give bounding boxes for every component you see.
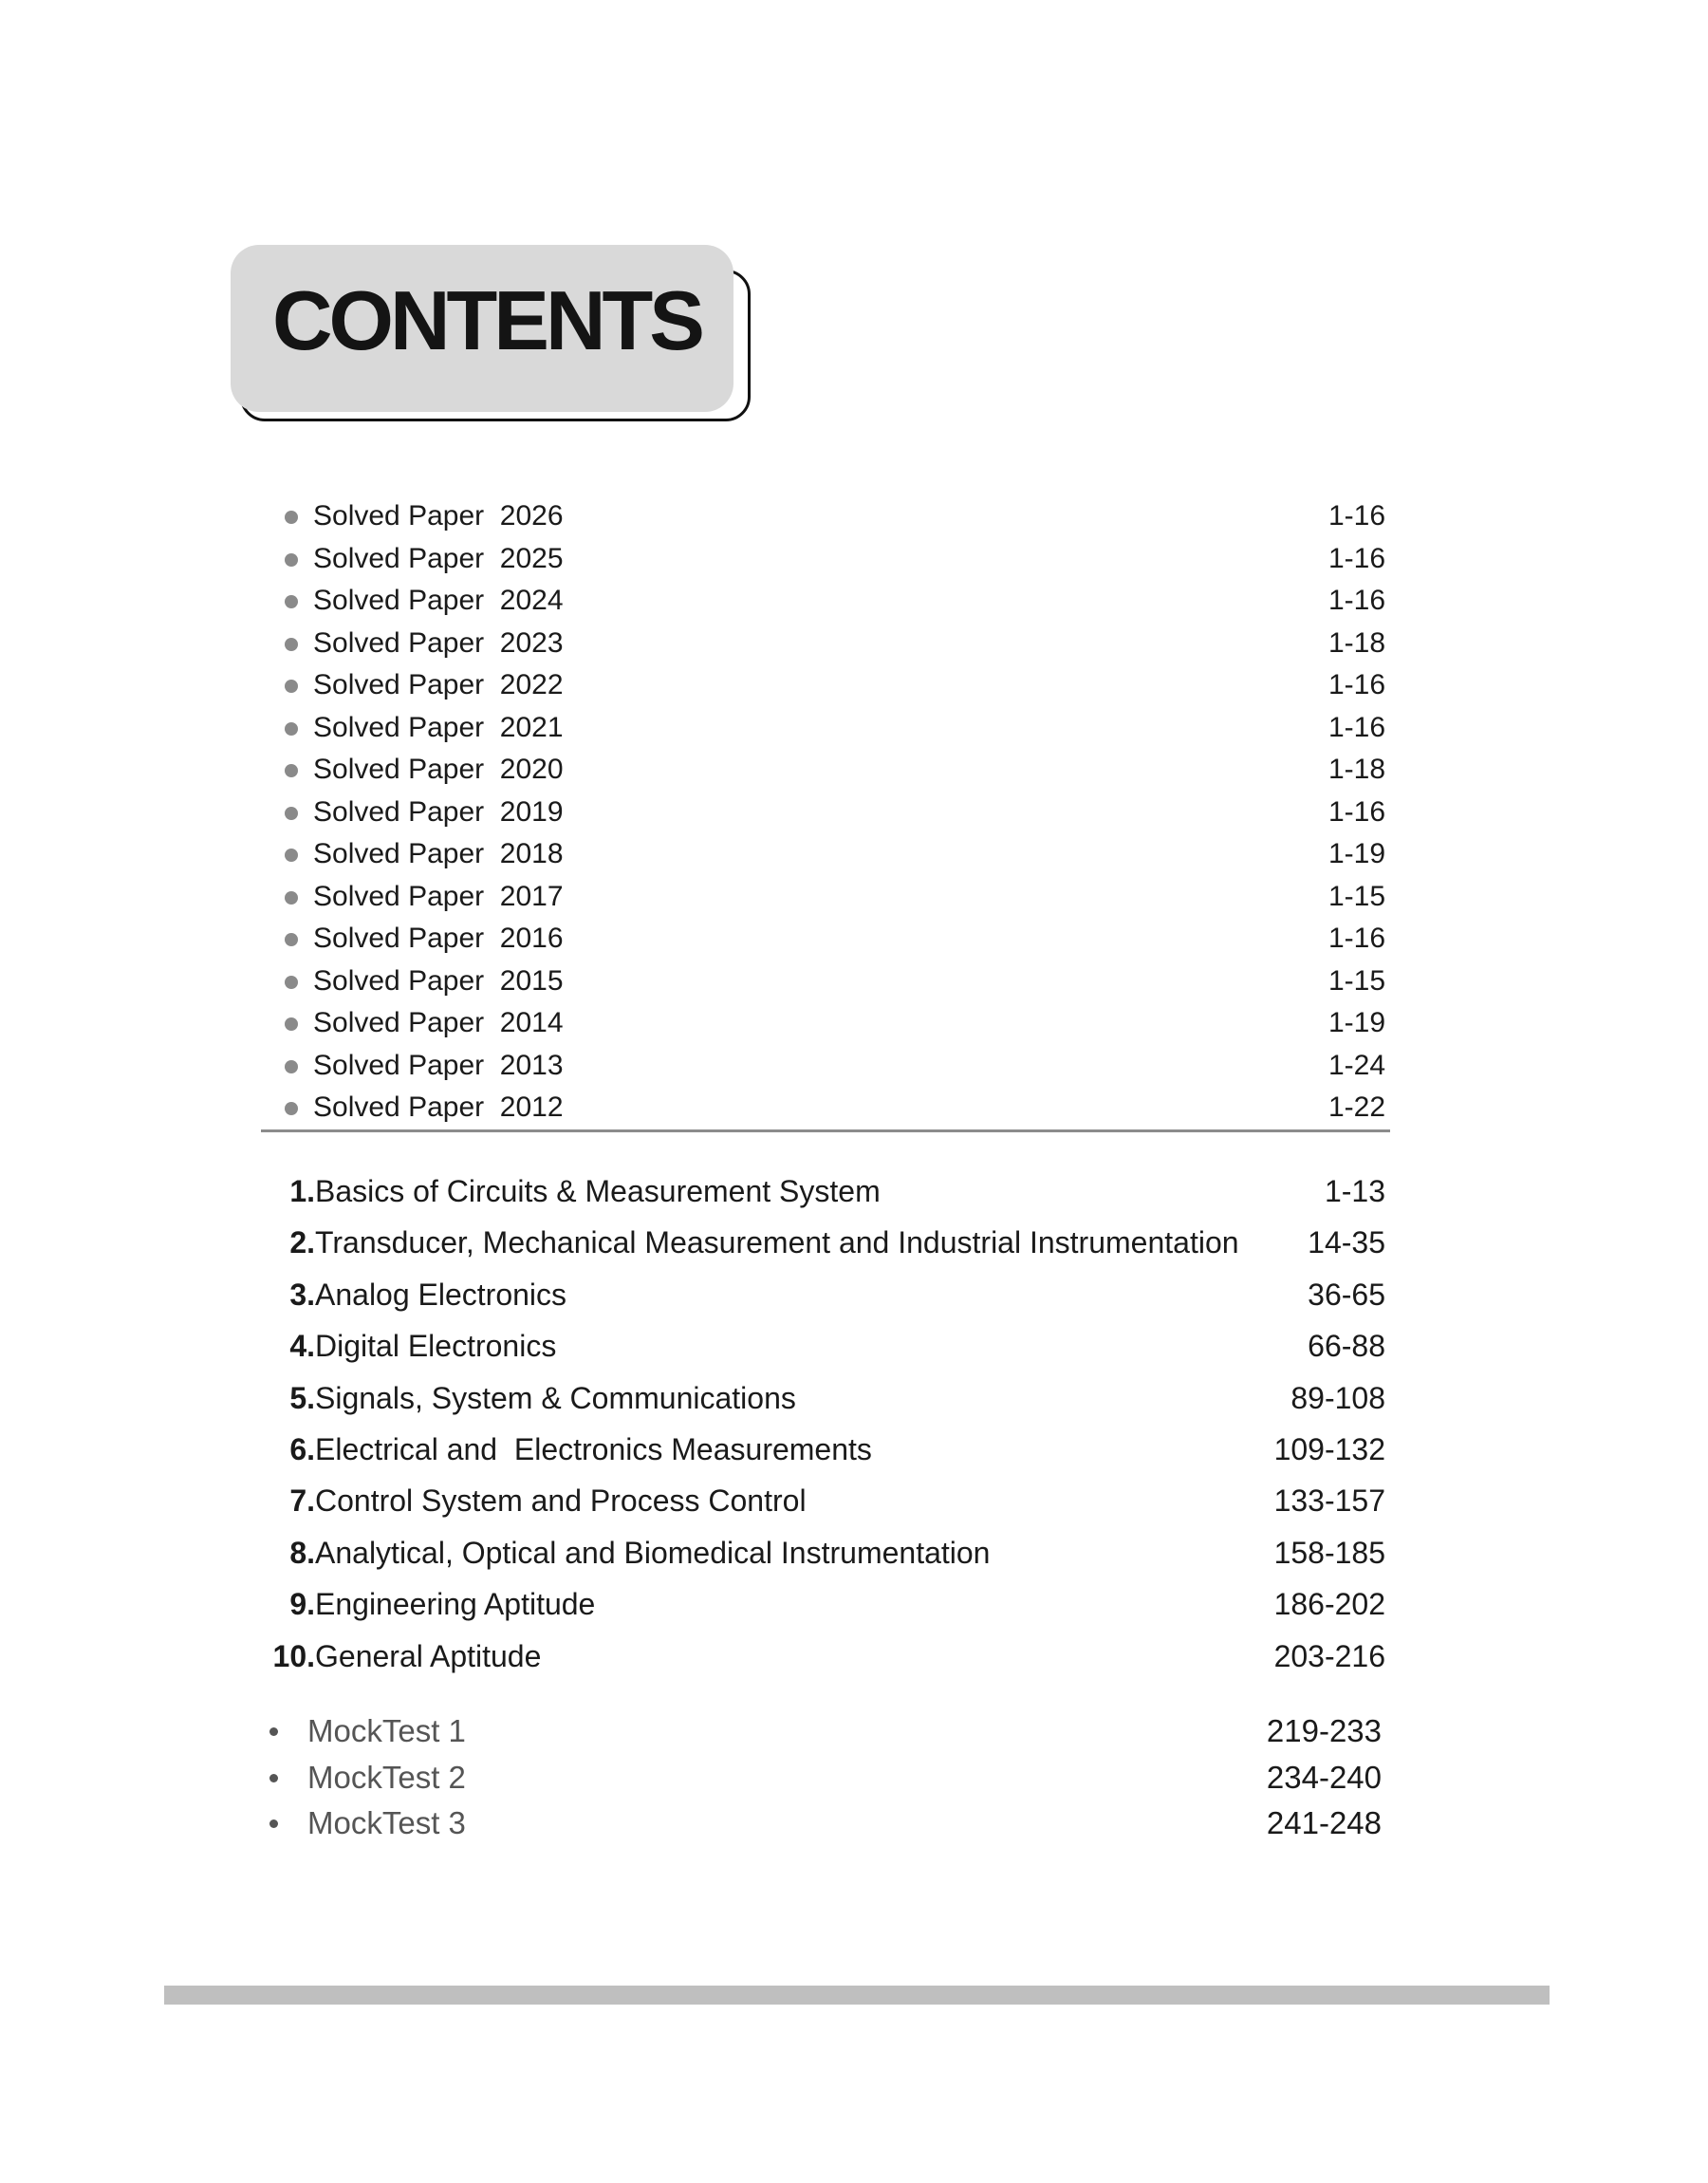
chapter-pages: 89-108 bbox=[1290, 1380, 1385, 1415]
solved-paper-pages: 1-16 bbox=[1327, 923, 1385, 954]
mock-test-title: MockTest 3 bbox=[307, 1805, 466, 1840]
solved-paper-item[interactable] bbox=[285, 833, 1385, 876]
bullet-icon bbox=[285, 933, 298, 946]
solved-paper-item[interactable] bbox=[285, 1002, 1385, 1045]
chapter-number: 6. bbox=[289, 1431, 315, 1466]
bullet-icon bbox=[285, 891, 298, 905]
solved-paper-item[interactable] bbox=[285, 792, 1385, 834]
solved-paper-pages: 1-24 bbox=[1327, 1049, 1385, 1081]
chapter-title: Analytical, Optical and Biomedical Instrumentation bbox=[315, 1535, 991, 1570]
solved-paper-pages: 1-15 bbox=[1327, 880, 1385, 912]
mock-test-item[interactable] bbox=[269, 1755, 1382, 1801]
bullet-icon bbox=[285, 1017, 298, 1031]
section-divider bbox=[261, 1129, 1390, 1132]
chapter-item[interactable] bbox=[266, 1372, 1385, 1424]
solved-paper-title: Solved Paper 2020 bbox=[313, 754, 564, 785]
bullet-icon bbox=[285, 511, 298, 524]
solved-paper-item[interactable] bbox=[285, 876, 1385, 919]
solved-paper-title: Solved Paper 2014 bbox=[313, 1007, 564, 1038]
solved-paper-pages: 1-16 bbox=[1327, 669, 1385, 700]
chapter-item[interactable] bbox=[266, 1631, 1385, 1682]
mock-test-pages: 219-233 bbox=[1266, 1713, 1382, 1748]
chapter-number: 5. bbox=[289, 1380, 315, 1415]
solved-paper-title: Solved Paper 2024 bbox=[313, 585, 564, 616]
chapter-number: 9. bbox=[289, 1587, 315, 1622]
chapter-item[interactable] bbox=[266, 1320, 1385, 1371]
mock-test-pages: 234-240 bbox=[1266, 1759, 1382, 1795]
chapter-pages: 158-185 bbox=[1273, 1535, 1385, 1570]
chapter-item[interactable] bbox=[266, 1527, 1385, 1578]
chapter-title: Engineering Aptitude bbox=[315, 1587, 596, 1622]
chapter-number: 2. bbox=[289, 1225, 315, 1260]
solved-paper-item[interactable] bbox=[285, 538, 1385, 581]
chapter-number: 8. bbox=[289, 1535, 315, 1570]
solved-paper-pages: 1-16 bbox=[1327, 585, 1385, 616]
chapter-number: 4. bbox=[289, 1329, 315, 1364]
solved-paper-item[interactable] bbox=[285, 1045, 1385, 1088]
mock-test-list bbox=[269, 1708, 1382, 1847]
solved-paper-pages: 1-22 bbox=[1327, 1092, 1385, 1123]
bullet-icon bbox=[269, 1819, 278, 1828]
chapter-list bbox=[266, 1166, 1385, 1682]
bullet-icon bbox=[269, 1727, 278, 1736]
chapter-title: Electrical and Electronics Measurements bbox=[315, 1431, 872, 1466]
solved-paper-item[interactable] bbox=[285, 749, 1385, 792]
chapter-item[interactable] bbox=[266, 1269, 1385, 1320]
chapter-title: Transducer, Mechanical Measurement and Industrial Instrumentation bbox=[315, 1225, 1239, 1260]
chapter-title: Digital Electronics bbox=[315, 1329, 557, 1364]
chapter-pages: 14-35 bbox=[1308, 1225, 1385, 1260]
chapter-number: 1. bbox=[289, 1174, 315, 1208]
solved-paper-list bbox=[285, 495, 1385, 1129]
solved-paper-pages: 1-16 bbox=[1327, 500, 1385, 532]
bullet-icon bbox=[285, 849, 298, 862]
chapter-title: Control System and Process Control bbox=[315, 1483, 807, 1519]
solved-paper-title: Solved Paper 2015 bbox=[313, 964, 564, 997]
solved-paper-pages: 1-15 bbox=[1327, 964, 1385, 997]
chapter-pages: 186-202 bbox=[1273, 1587, 1385, 1622]
solved-paper-title: Solved Paper 2012 bbox=[313, 1092, 564, 1123]
solved-paper-title: Solved Paper 2016 bbox=[313, 923, 564, 954]
chapter-pages: 203-216 bbox=[1273, 1638, 1385, 1673]
page-title: CONTENTS bbox=[272, 273, 701, 367]
chapter-pages: 109-132 bbox=[1273, 1431, 1385, 1466]
chapter-item[interactable] bbox=[266, 1217, 1385, 1268]
bullet-icon bbox=[285, 595, 298, 608]
solved-paper-title: Solved Paper 2021 bbox=[313, 711, 564, 743]
mock-test-pages: 241-248 bbox=[1266, 1805, 1382, 1840]
chapter-pages: 1-13 bbox=[1324, 1174, 1385, 1208]
chapter-item[interactable] bbox=[266, 1166, 1385, 1217]
chapter-number: 7. bbox=[289, 1483, 315, 1519]
solved-paper-title: Solved Paper 2019 bbox=[313, 795, 564, 828]
solved-paper-item[interactable] bbox=[285, 580, 1385, 623]
bullet-icon bbox=[285, 764, 298, 777]
contents-badge bbox=[231, 245, 747, 416]
solved-paper-pages: 1-19 bbox=[1327, 1007, 1385, 1038]
solved-paper-pages: 1-16 bbox=[1327, 542, 1385, 574]
solved-paper-title: Solved Paper 2013 bbox=[313, 1049, 564, 1081]
solved-paper-item[interactable] bbox=[285, 961, 1385, 1003]
chapter-title: Basics of Circuits & Measurement System bbox=[315, 1174, 881, 1208]
bullet-icon bbox=[269, 1774, 278, 1782]
chapter-pages: 36-65 bbox=[1308, 1277, 1385, 1312]
mock-test-item[interactable] bbox=[269, 1708, 1382, 1755]
bullet-icon bbox=[285, 680, 298, 693]
solved-paper-title: Solved Paper 2025 bbox=[313, 542, 564, 574]
chapter-pages: 66-88 bbox=[1308, 1329, 1385, 1364]
solved-paper-title: Solved Paper 2026 bbox=[313, 500, 564, 532]
chapter-title: Signals, System & Communications bbox=[315, 1380, 796, 1415]
mock-test-item[interactable] bbox=[269, 1801, 1382, 1847]
solved-paper-title: Solved Paper 2023 bbox=[313, 626, 564, 659]
mock-test-title: MockTest 2 bbox=[307, 1759, 466, 1795]
footer-bar bbox=[164, 1986, 1550, 2005]
bullet-icon bbox=[285, 807, 298, 820]
solved-paper-item[interactable] bbox=[285, 623, 1385, 665]
solved-paper-item[interactable] bbox=[285, 1087, 1385, 1129]
solved-paper-title: Solved Paper 2022 bbox=[313, 669, 564, 700]
mock-test-title: MockTest 1 bbox=[307, 1713, 466, 1748]
solved-paper-pages: 1-16 bbox=[1327, 795, 1385, 828]
solved-paper-item[interactable] bbox=[285, 664, 1385, 707]
solved-paper-title: Solved Paper 2017 bbox=[313, 880, 564, 912]
solved-paper-pages: 1-19 bbox=[1327, 838, 1385, 869]
bullet-icon bbox=[285, 1060, 298, 1073]
solved-paper-pages: 1-18 bbox=[1327, 626, 1385, 659]
solved-paper-item[interactable] bbox=[285, 495, 1385, 538]
solved-paper-item[interactable] bbox=[285, 918, 1385, 961]
solved-paper-pages: 1-16 bbox=[1327, 711, 1385, 743]
chapter-number: 10. bbox=[272, 1638, 315, 1673]
chapter-item[interactable] bbox=[266, 1475, 1385, 1526]
chapter-pages: 133-157 bbox=[1273, 1483, 1385, 1519]
chapter-number: 3. bbox=[289, 1277, 315, 1312]
solved-paper-pages: 1-18 bbox=[1327, 754, 1385, 785]
chapter-item[interactable] bbox=[266, 1578, 1385, 1630]
bullet-icon bbox=[285, 638, 298, 651]
solved-paper-title: Solved Paper 2018 bbox=[313, 838, 564, 869]
bullet-icon bbox=[285, 976, 298, 989]
bullet-icon bbox=[285, 1102, 298, 1115]
bullet-icon bbox=[285, 553, 298, 567]
chapter-title: General Aptitude bbox=[315, 1638, 542, 1673]
bullet-icon bbox=[285, 722, 298, 736]
chapter-item[interactable] bbox=[266, 1424, 1385, 1475]
chapter-title: Analog Electronics bbox=[315, 1277, 567, 1312]
solved-paper-item[interactable] bbox=[285, 707, 1385, 750]
